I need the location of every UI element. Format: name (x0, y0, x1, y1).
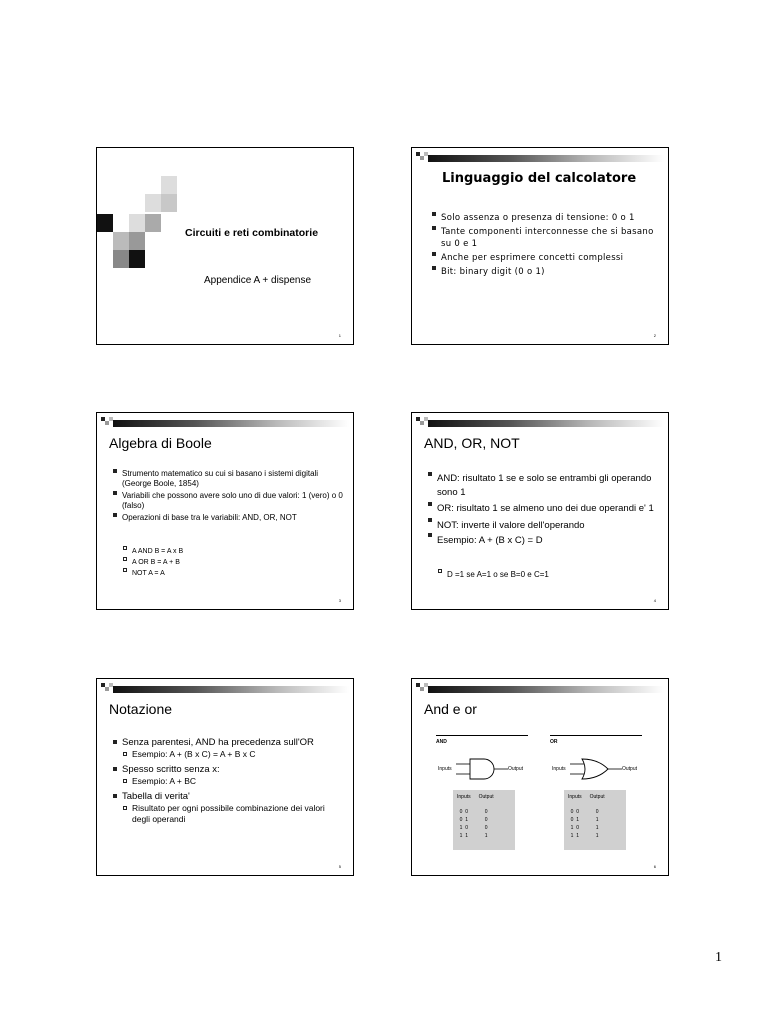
slide-title: AND, OR, NOT (424, 435, 520, 451)
slide-2 (411, 147, 669, 345)
slide-1 (96, 147, 354, 345)
list-item: Solo assenza o presenza di tensione: 0 o 1 (432, 212, 660, 224)
slide-title: Algebra di Boole (109, 435, 212, 451)
or-truth-table (564, 790, 626, 850)
sub-text: Risultato per ogni possibile combinazione dei valori degli operandi (132, 803, 325, 824)
bullet-list (432, 212, 660, 278)
list-item: Esempio: A + (B x C) = D (428, 533, 660, 548)
slide-number: 1 (338, 333, 341, 338)
slide-header-bar (416, 683, 664, 695)
page-number: 1 (715, 950, 722, 965)
list-item (113, 803, 345, 825)
or-gate-icon (570, 757, 630, 781)
or-output-label: Output (622, 766, 638, 772)
or-label: OR (550, 739, 558, 745)
table-cell: 0 (484, 825, 488, 831)
list-item (113, 749, 345, 760)
col-header: Inputs (568, 794, 582, 800)
table-cell: 1 1 (459, 833, 468, 839)
slide-title: Linguaggio del calcolatore (442, 171, 637, 186)
list-item: A OR B = A + B (123, 557, 183, 568)
slide-number: 6 (653, 864, 656, 869)
list-item: OR: risultato 1 se almeno uno dei due operandi e' 1 (428, 502, 660, 516)
list-item: A AND B = A x B (123, 546, 183, 557)
and-truth-table (453, 790, 515, 850)
slide-3 (96, 412, 354, 610)
list-item (113, 737, 345, 748)
slide-title: Notazione (109, 701, 173, 717)
and-label: AND (436, 739, 447, 745)
slide-number: 3 (338, 598, 341, 603)
slide-header-bar (101, 417, 349, 429)
list-item: Tante componenti interconnesse che si basano su 0 e 1 (432, 226, 660, 250)
list-item: D =1 se A=1 o se B=0 e C=1 (438, 569, 549, 581)
slide-title: And e or (424, 701, 477, 717)
list-item: Anche per esprimere concetti complessi (432, 252, 660, 264)
slide-number: 5 (338, 864, 341, 869)
content (113, 737, 345, 825)
list-item (113, 776, 345, 787)
table-cell: 0 1 (459, 817, 468, 823)
col-header: Output (478, 794, 494, 800)
table-cell: 1 (595, 833, 599, 839)
col-header: Inputs (457, 794, 471, 800)
slide-6 (411, 678, 669, 876)
list-item (113, 764, 345, 775)
sub-text: Esempio: A + BC (132, 776, 197, 786)
and-gate-icon (456, 757, 516, 781)
sub-list (123, 546, 183, 579)
list-item: Variabili che possono avere solo uno di due valori: 1 (vero) o 0 (falso) (113, 491, 345, 510)
list-item: Bit: binary digit (0 o 1) (432, 266, 660, 278)
table-cell: 0 (484, 817, 488, 823)
table-cell: 0 0 (459, 809, 468, 815)
table-cell: 1 0 (459, 825, 468, 831)
table-cell: 1 1 (570, 833, 579, 839)
bullet-list (428, 472, 660, 548)
slide-header-bar (101, 683, 349, 695)
sub-list (438, 569, 549, 581)
table-cell: 1 (484, 833, 488, 839)
and-inputs-label: Inputs (438, 766, 452, 772)
bullet-text: Spesso scritto senza x: (122, 764, 220, 775)
list-item: Strumento matematico su cui si basano i sistemi digitali (George Boole, 1854) (113, 469, 345, 488)
list-item: AND: risultato 1 se e solo se entrambi gli operando sono 1 (428, 472, 660, 500)
slide-subtitle: Appendice A + dispense (204, 275, 312, 286)
table-cell: 1 (595, 825, 599, 831)
list-item (113, 791, 345, 802)
slide-header-bar (416, 417, 664, 429)
table-cell: 0 1 (570, 817, 579, 823)
slide-title: Circuiti e reti combinatorie (185, 227, 319, 239)
or-inputs-label: Inputs (552, 766, 566, 772)
list-item: NOT: inverte il valore dell'operando (428, 518, 660, 533)
slide-header-bar (416, 152, 664, 164)
and-output-label: Output (508, 766, 524, 772)
sub-text: Esempio: A + (B x C) = A + B x C (132, 749, 256, 759)
table-cell: 1 0 (570, 825, 579, 831)
slide-5 (96, 678, 354, 876)
bullet-list (113, 469, 345, 523)
table-cell: 0 (484, 809, 488, 815)
list-item: NOT A = A (123, 568, 183, 579)
bullet-text: Tabella di verita' (122, 791, 190, 802)
table-cell: 0 0 (570, 809, 579, 815)
slide-number: 2 (653, 333, 656, 338)
table-cell: 1 (595, 817, 599, 823)
list-item: Operazioni di base tra le variabili: AND, OR, NOT (113, 513, 345, 523)
bullet-text: Senza parentesi, AND ha precedenza sull'OR (122, 737, 314, 748)
slide-4 (411, 412, 669, 610)
table-cell: 0 (595, 809, 599, 815)
slide-number: 4 (653, 598, 656, 603)
col-header: Output (589, 794, 605, 800)
